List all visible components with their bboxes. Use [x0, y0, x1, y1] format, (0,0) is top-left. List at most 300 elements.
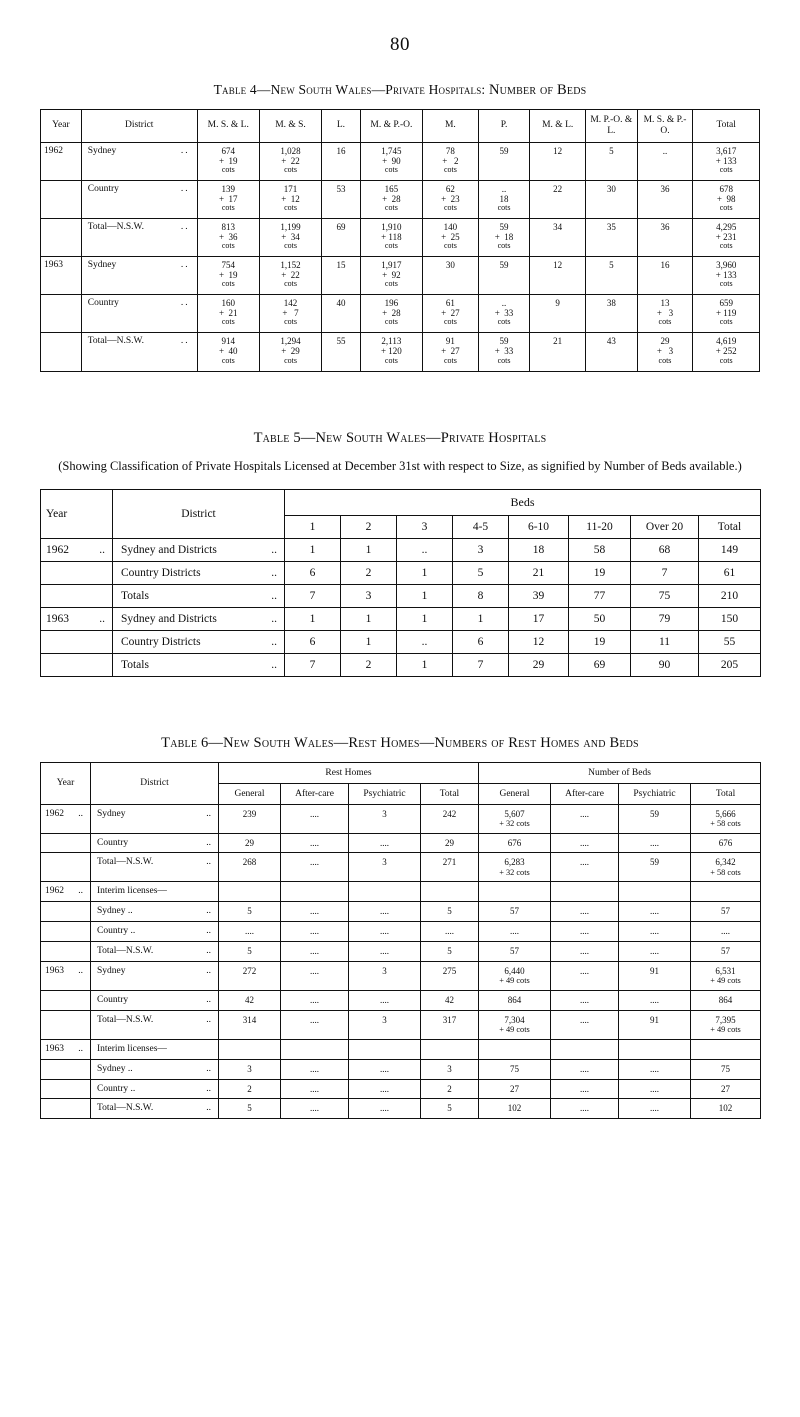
table5-cell-value: 1: [285, 538, 341, 561]
table6-cell-district: Country ..: [91, 833, 219, 853]
table6-cell-beds: [551, 882, 619, 902]
table4-cell-district: Country ..: [81, 295, 197, 333]
table6-cell-rest-home: 29: [421, 833, 479, 853]
table5-cell-value: 19: [569, 561, 631, 584]
table6-cell-district: Total—N.S.W. ..: [91, 1010, 219, 1039]
table6-cell-rest-home: 3: [349, 804, 421, 833]
table6-col-district: District: [91, 762, 219, 804]
table4-cell: 165 + 28 cots: [360, 180, 422, 218]
table4-caption-text: Table 4—New South Wales—Private Hospitals:: [213, 82, 489, 97]
table5-col-1: 1: [285, 515, 341, 538]
table6-cell-rest-home: ....: [281, 1010, 349, 1039]
table4-cell: 16: [322, 142, 361, 180]
table5-cell-value: 6: [285, 561, 341, 584]
table4-cell: 13 + 3 cots: [637, 295, 693, 333]
table4-cell: 914 + 40 cots: [197, 333, 259, 371]
table4-cell-year: 1962: [41, 142, 82, 180]
table-row: [41, 1010, 761, 1039]
table6-caption-text: Table 6—New South Wales—Rest Homes—Numbers of Rest Homes and Beds: [161, 734, 639, 751]
table5-cell-value: 1: [397, 561, 453, 584]
table6-cell-rest-home: ....: [349, 1099, 421, 1119]
table4-cell: 55: [322, 333, 361, 371]
table6-cell-rest-home: ....: [281, 833, 349, 853]
table6-cell-beds: 6,342 + 58 cots: [691, 853, 761, 882]
table6-cell-rest-home: 5: [219, 902, 281, 922]
table6-cell-district: Country .. ..: [91, 922, 219, 942]
table6-caption: [40, 735, 760, 752]
table4-col-m: M.: [422, 110, 478, 143]
table5-cell-value: 2: [341, 561, 397, 584]
table6-cell-beds: 91: [619, 961, 691, 990]
table5-cell-value: 205: [699, 653, 761, 676]
table6-col-beds-general: General: [479, 783, 551, 804]
table6-cell-beds: ....: [551, 833, 619, 853]
table6-cell-rest-home: [219, 1039, 281, 1059]
table5-cell-value: 68: [631, 538, 699, 561]
table-row: [41, 942, 761, 962]
table6-cell-district: Interim licenses—: [91, 882, 219, 902]
table6-cell-rest-home: ....: [281, 942, 349, 962]
table4-cell: 1,294 + 29 cots: [259, 333, 321, 371]
table5-cell-year: 1962 ..: [41, 538, 113, 561]
table4-cell: 1,745 + 90 cots: [360, 142, 422, 180]
table5-cell-value: ..: [397, 630, 453, 653]
table6-cell-beds: ....: [551, 961, 619, 990]
table6-cell-district: Total—N.S.W. ..: [91, 853, 219, 882]
table4-cell: 139 + 17 cots: [197, 180, 259, 218]
table6-cell-beds: 7,304 + 49 cots: [479, 1010, 551, 1039]
table4-cell: 40: [322, 295, 361, 333]
table5-cell-value: 6: [453, 630, 509, 653]
table4-cell: 12: [530, 257, 586, 295]
table5-cell-value: 1: [341, 607, 397, 630]
table-row: [41, 902, 761, 922]
table5-cell-value: 5: [453, 561, 509, 584]
table6-cell-rest-home: 268: [219, 853, 281, 882]
table6-cell-year: [41, 1079, 91, 1099]
table-row: [41, 561, 761, 584]
table6-cell-rest-home: [421, 1039, 479, 1059]
table4-cell: 140 + 25 cots: [422, 219, 478, 257]
table6-cell-year: 1962 ..: [41, 804, 91, 833]
table6-cell-rest-home: 5: [421, 942, 479, 962]
table6-cell-beds: 5,666 + 58 cots: [691, 804, 761, 833]
table-row: [41, 853, 761, 882]
table5-cell-value: 50: [569, 607, 631, 630]
table5-cell-value: 2: [341, 653, 397, 676]
table6-cell-beds: 59: [619, 804, 691, 833]
table5-caption: [40, 430, 760, 447]
table6-cell-year: [41, 990, 91, 1010]
table6-cell-rest-home: ....: [349, 833, 421, 853]
table4-caption: [40, 82, 760, 99]
table6-cell-rest-home: 271: [421, 853, 479, 882]
table4-cell: 196 + 28 cots: [360, 295, 422, 333]
table4-col-ml: M. & L.: [530, 110, 586, 143]
table6-cell-rest-home: 239: [219, 804, 281, 833]
table5-cell-value: 18: [509, 538, 569, 561]
table-row: [41, 833, 761, 853]
table4-cell: 38: [586, 295, 638, 333]
table5-col-6-10: 6-10: [509, 515, 569, 538]
table5-cell-value: 1: [397, 653, 453, 676]
table5-cell-value: 1: [285, 607, 341, 630]
table6-cell-rest-home: [219, 882, 281, 902]
table-row: [41, 1039, 761, 1059]
table4-cell: 29 + 3 cots: [637, 333, 693, 371]
table6-cell-rest-home: ....: [281, 922, 349, 942]
table6-cell-rest-home: 5: [421, 1099, 479, 1119]
table5-cell-district: Country Districts ..: [113, 561, 285, 584]
table5-cell-value: 7: [285, 653, 341, 676]
table4-cell: 4,295 + 231 cots: [693, 219, 760, 257]
table4-cell: 15: [322, 257, 361, 295]
table5-cell-district: Country Districts ..: [113, 630, 285, 653]
table4-col-mpol: M. P.-O. & L.: [586, 110, 638, 143]
table6-cell-rest-home: [281, 1039, 349, 1059]
table6-col-beds-aftercare: After-care: [551, 783, 619, 804]
table5-cell-value: 8: [453, 584, 509, 607]
table6-cell-beds: 75: [479, 1059, 551, 1079]
table4-cell: 1,199 + 34 cots: [259, 219, 321, 257]
table4-cell-district: Sydney ..: [81, 142, 197, 180]
table6-cell-year: [41, 1059, 91, 1079]
table6-cell-beds: 57: [479, 902, 551, 922]
table6-cell-beds: ....: [479, 922, 551, 942]
table5-cell-value: 6: [285, 630, 341, 653]
table6-cell-year: 1963 ..: [41, 1039, 91, 1059]
table6-cell-beds: ....: [551, 1059, 619, 1079]
table4-col-ms: M. & S.: [259, 110, 321, 143]
table6-cell-beds: 27: [691, 1079, 761, 1099]
table5-cell-year: [41, 630, 113, 653]
table6-cell-rest-home: ....: [281, 902, 349, 922]
table5-cell-value: 3: [341, 584, 397, 607]
table4-cell: 59: [478, 142, 530, 180]
table6-cell-year: [41, 1099, 91, 1119]
table4-cell: 22: [530, 180, 586, 218]
table5-intro: (Showing Classification of Private Hospitals Licensed at December 31st with respect to Size, as signified by Number of Beds available.): [58, 458, 742, 473]
table4-cell: 678 + 98 cots: [693, 180, 760, 218]
table6-cell-beds: 27: [479, 1079, 551, 1099]
table5-cell-value: 77: [569, 584, 631, 607]
table-row: [41, 804, 761, 833]
table4-cell: 62 + 23 cots: [422, 180, 478, 218]
table6-cell-rest-home: 314: [219, 1010, 281, 1039]
table6-cell-beds: 676: [479, 833, 551, 853]
table4-cell: 142 + 7 cots: [259, 295, 321, 333]
table6-cell-rest-home: [281, 882, 349, 902]
table6-cell-beds: ....: [619, 902, 691, 922]
table5-cell-value: 61: [699, 561, 761, 584]
table6-cell-year: [41, 853, 91, 882]
table6-cell-beds: [619, 882, 691, 902]
table4-cell: 34: [530, 219, 586, 257]
table-row: [41, 922, 761, 942]
table6-cell-rest-home: [349, 882, 421, 902]
table6-cell-rest-home: 3: [349, 853, 421, 882]
table4-cell-district: Total—N.S.W. ..: [81, 333, 197, 371]
table5-col-over-20: Over 20: [631, 515, 699, 538]
table6-cell-rest-home: 29: [219, 833, 281, 853]
table4-col-year: Year: [41, 110, 82, 143]
table6-cell-rest-home: ....: [219, 922, 281, 942]
table5-cell-value: 149: [699, 538, 761, 561]
table4-cell-year: [41, 333, 82, 371]
table6-cell-rest-home: ....: [421, 922, 479, 942]
table5-col-11-20: 11-20: [569, 515, 631, 538]
table-row: [41, 1059, 761, 1079]
table5-cell-value: 29: [509, 653, 569, 676]
table4-cell: 21: [530, 333, 586, 371]
table5-cell-value: 19: [569, 630, 631, 653]
table5-cell-value: 1: [397, 584, 453, 607]
table6-cell-rest-home: ....: [281, 853, 349, 882]
table-row: [41, 1099, 761, 1119]
table6-cell-beds: 102: [691, 1099, 761, 1119]
table5-cell-district: Sydney and Districts ..: [113, 538, 285, 561]
table6-cell-rest-home: ....: [281, 1099, 349, 1119]
table6-cell-beds: ....: [551, 853, 619, 882]
table6-cell-rest-home: 2: [421, 1079, 479, 1099]
table4-cell: 3,960 + 133 cots: [693, 257, 760, 295]
table5-cell-value: 55: [699, 630, 761, 653]
table-row: [41, 333, 760, 371]
table4-cell-district: Country ..: [81, 180, 197, 218]
table5-cell-year: [41, 653, 113, 676]
table6-cell-beds: ....: [619, 1099, 691, 1119]
table-row: [41, 538, 761, 561]
table6-cell-district: Country ..: [91, 990, 219, 1010]
table6-cell-rest-home: 5: [219, 942, 281, 962]
table5-cell-value: 210: [699, 584, 761, 607]
table-row: [41, 257, 760, 295]
table-row: [41, 295, 760, 333]
table-row: [41, 219, 760, 257]
table6-cell-beds: [619, 1039, 691, 1059]
table6-col-beds-total: Total: [691, 783, 761, 804]
table6-cell-beds: [551, 1039, 619, 1059]
table6-cell-rest-home: ....: [349, 1079, 421, 1099]
table4-header-row: [41, 110, 760, 143]
table6-cell-rest-home: ....: [281, 1079, 349, 1099]
table6-cell-rest-home: ....: [349, 990, 421, 1010]
table6-cell-district: Sydney ..: [91, 961, 219, 990]
table5-cell-value: 17: [509, 607, 569, 630]
table4-cell-year: 1963: [41, 257, 82, 295]
table6-cell-district: Sydney ..: [91, 804, 219, 833]
table6-cell-rest-home: ....: [349, 1059, 421, 1079]
table6-cell-rest-home: 2: [219, 1079, 281, 1099]
table4-cell: 813 + 36 cots: [197, 219, 259, 257]
table6-cell-rest-home: ....: [281, 1059, 349, 1079]
table5-cell-value: 11: [631, 630, 699, 653]
table6-cell-beds: ....: [619, 833, 691, 853]
table5-cell-value: 90: [631, 653, 699, 676]
table6-cell-beds: 57: [479, 942, 551, 962]
table6-cell-rest-home: 317: [421, 1010, 479, 1039]
table5-cell-year: [41, 561, 113, 584]
table6-cell-beds: 6,283 + 32 cots: [479, 853, 551, 882]
table6-cell-rest-home: 42: [421, 990, 479, 1010]
table5-cell-value: ..: [397, 538, 453, 561]
table6-cell-beds: 864: [479, 990, 551, 1010]
table6-cell-beds: 6,440 + 49 cots: [479, 961, 551, 990]
table4-cell: 3,617 + 133 cots: [693, 142, 760, 180]
table4-cell: 59 + 33 cots: [478, 333, 530, 371]
table6-cell-district: Total—N.S.W. ..: [91, 942, 219, 962]
table5-cell-district: Sydney and Districts ..: [113, 607, 285, 630]
table4-cell: 754 + 19 cots: [197, 257, 259, 295]
table6-cell-beds: 57: [691, 902, 761, 922]
table5-cell-district: Totals ..: [113, 584, 285, 607]
table-row: [41, 990, 761, 1010]
table6-cell-rest-home: ....: [349, 942, 421, 962]
table6-rest-homes-and-beds: [40, 762, 761, 1120]
table6-cell-beds: [479, 1039, 551, 1059]
table5-cell-value: 150: [699, 607, 761, 630]
table6-cell-beds: ....: [551, 922, 619, 942]
table6-cell-beds: ....: [619, 990, 691, 1010]
table6-cell-beds: ....: [619, 922, 691, 942]
table5-col-4-5: 4-5: [453, 515, 509, 538]
table6-cell-beds: ....: [551, 804, 619, 833]
table4-col-district: District: [81, 110, 197, 143]
table5-cell-value: 58: [569, 538, 631, 561]
table4-cell: 30: [586, 180, 638, 218]
table4-cell: 69: [322, 219, 361, 257]
table6-col-rh-aftercare: After-care: [281, 783, 349, 804]
table5-cell-value: 1: [453, 607, 509, 630]
table4-cell: 2,113 + 120 cots: [360, 333, 422, 371]
table5-cell-value: 7: [285, 584, 341, 607]
table4-cell: 12: [530, 142, 586, 180]
table4-cell: 1,910 + 118 cots: [360, 219, 422, 257]
table6-cell-beds: ....: [551, 990, 619, 1010]
table6-cell-rest-home: 242: [421, 804, 479, 833]
table4-cell: 91 + 27 cots: [422, 333, 478, 371]
table6-col-rest-homes: Rest Homes: [219, 762, 479, 783]
table4-cell: 1,028 + 22 cots: [259, 142, 321, 180]
table4-cell: 16: [637, 257, 693, 295]
table4-cell: 43: [586, 333, 638, 371]
table5-col-beds: Beds: [285, 489, 761, 515]
table-row: [41, 607, 761, 630]
table6-cell-rest-home: ....: [349, 922, 421, 942]
table4-cell: 61 + 27 cots: [422, 295, 478, 333]
table6-col-year: Year: [41, 762, 91, 804]
table6-cell-beds: ....: [551, 1099, 619, 1119]
table6-cell-beds: ....: [619, 1059, 691, 1079]
table4-col-total: Total: [693, 110, 760, 143]
table5-cell-value: 1: [341, 630, 397, 653]
table5-cell-value: 3: [453, 538, 509, 561]
table5-header-row-1: [41, 489, 761, 515]
table5-cell-value: 7: [631, 561, 699, 584]
table6-cell-beds: 75: [691, 1059, 761, 1079]
table6-cell-beds: 864: [691, 990, 761, 1010]
table5-caption-text: Table 5—New South Wales—Private Hospitals: [253, 429, 547, 446]
table5-cell-year: 1963 ..: [41, 607, 113, 630]
table4-cell: 659 + 119 cots: [693, 295, 760, 333]
table6-col-number-of-beds: Number of Beds: [479, 762, 761, 783]
table6-cell-year: [41, 942, 91, 962]
table6-cell-year: [41, 922, 91, 942]
table4-cell: 53: [322, 180, 361, 218]
table-row: [41, 961, 761, 990]
table4-cell: 5: [586, 257, 638, 295]
table6-cell-rest-home: ....: [281, 961, 349, 990]
table-row: [41, 653, 761, 676]
table5-cell-value: 21: [509, 561, 569, 584]
table6-cell-beds: [691, 882, 761, 902]
table5-cell-value: 75: [631, 584, 699, 607]
table6-cell-district: Interim licenses—: [91, 1039, 219, 1059]
table6-cell-beds: [691, 1039, 761, 1059]
table6-cell-rest-home: ....: [281, 990, 349, 1010]
table-row: [41, 180, 760, 218]
table5-cell-value: 39: [509, 584, 569, 607]
table6-cell-rest-home: 5: [219, 1099, 281, 1119]
table6-cell-rest-home: 3: [219, 1059, 281, 1079]
table6-cell-beds: 676: [691, 833, 761, 853]
table4-cell-year: [41, 295, 82, 333]
table4-caption-suffix: Number of Beds: [488, 82, 587, 98]
table6-cell-beds: ....: [619, 942, 691, 962]
table4-cell: .. + 33 cots: [478, 295, 530, 333]
table-row: [41, 882, 761, 902]
table6-cell-rest-home: 3: [349, 1010, 421, 1039]
table6-cell-rest-home: 3: [349, 961, 421, 990]
table6-cell-district: Sydney .. ..: [91, 1059, 219, 1079]
table4-cell: 78 + 2 cots: [422, 142, 478, 180]
table4-cell: ..: [637, 142, 693, 180]
table6-cell-rest-home: [421, 882, 479, 902]
table4-cell: 171 + 12 cots: [259, 180, 321, 218]
table6-cell-district: Total—N.S.W. ..: [91, 1099, 219, 1119]
table5-col-total: Total: [699, 515, 761, 538]
table5-col-3: 3: [397, 515, 453, 538]
table6-cell-beds: 5,607 + 32 cots: [479, 804, 551, 833]
table6-cell-beds: 57: [691, 942, 761, 962]
table4-col-mspo: M. S. & P.-O.: [637, 110, 693, 143]
table4-cell: 59: [478, 257, 530, 295]
table6-cell-year: [41, 902, 91, 922]
table6-col-beds-psychiatric: Psychiatric: [619, 783, 691, 804]
table6-cell-rest-home: 42: [219, 990, 281, 1010]
table4-cell: 59 + 18 cots: [478, 219, 530, 257]
table4-col-p: P.: [478, 110, 530, 143]
table5-cell-value: 1: [341, 538, 397, 561]
table6-cell-rest-home: ....: [349, 902, 421, 922]
table6-cell-year: 1962 ..: [41, 882, 91, 902]
table-row: [41, 630, 761, 653]
table4-cell-district: Total—N.S.W. ..: [81, 219, 197, 257]
table5-cell-value: 79: [631, 607, 699, 630]
table5-col-year: Year: [41, 489, 113, 538]
table6-cell-rest-home: [349, 1039, 421, 1059]
table5-cell-value: 1: [397, 607, 453, 630]
table6-cell-beds: ....: [551, 942, 619, 962]
table-row: [41, 142, 760, 180]
table6-cell-beds: 6,531 + 49 cots: [691, 961, 761, 990]
table6-cell-year: [41, 833, 91, 853]
table6-cell-beds: 7,395 + 49 cots: [691, 1010, 761, 1039]
table6-cell-rest-home: 275: [421, 961, 479, 990]
table4-cell: 1,152 + 22 cots: [259, 257, 321, 295]
table4-col-l: L.: [322, 110, 361, 143]
table4-number-of-beds: [40, 109, 760, 372]
